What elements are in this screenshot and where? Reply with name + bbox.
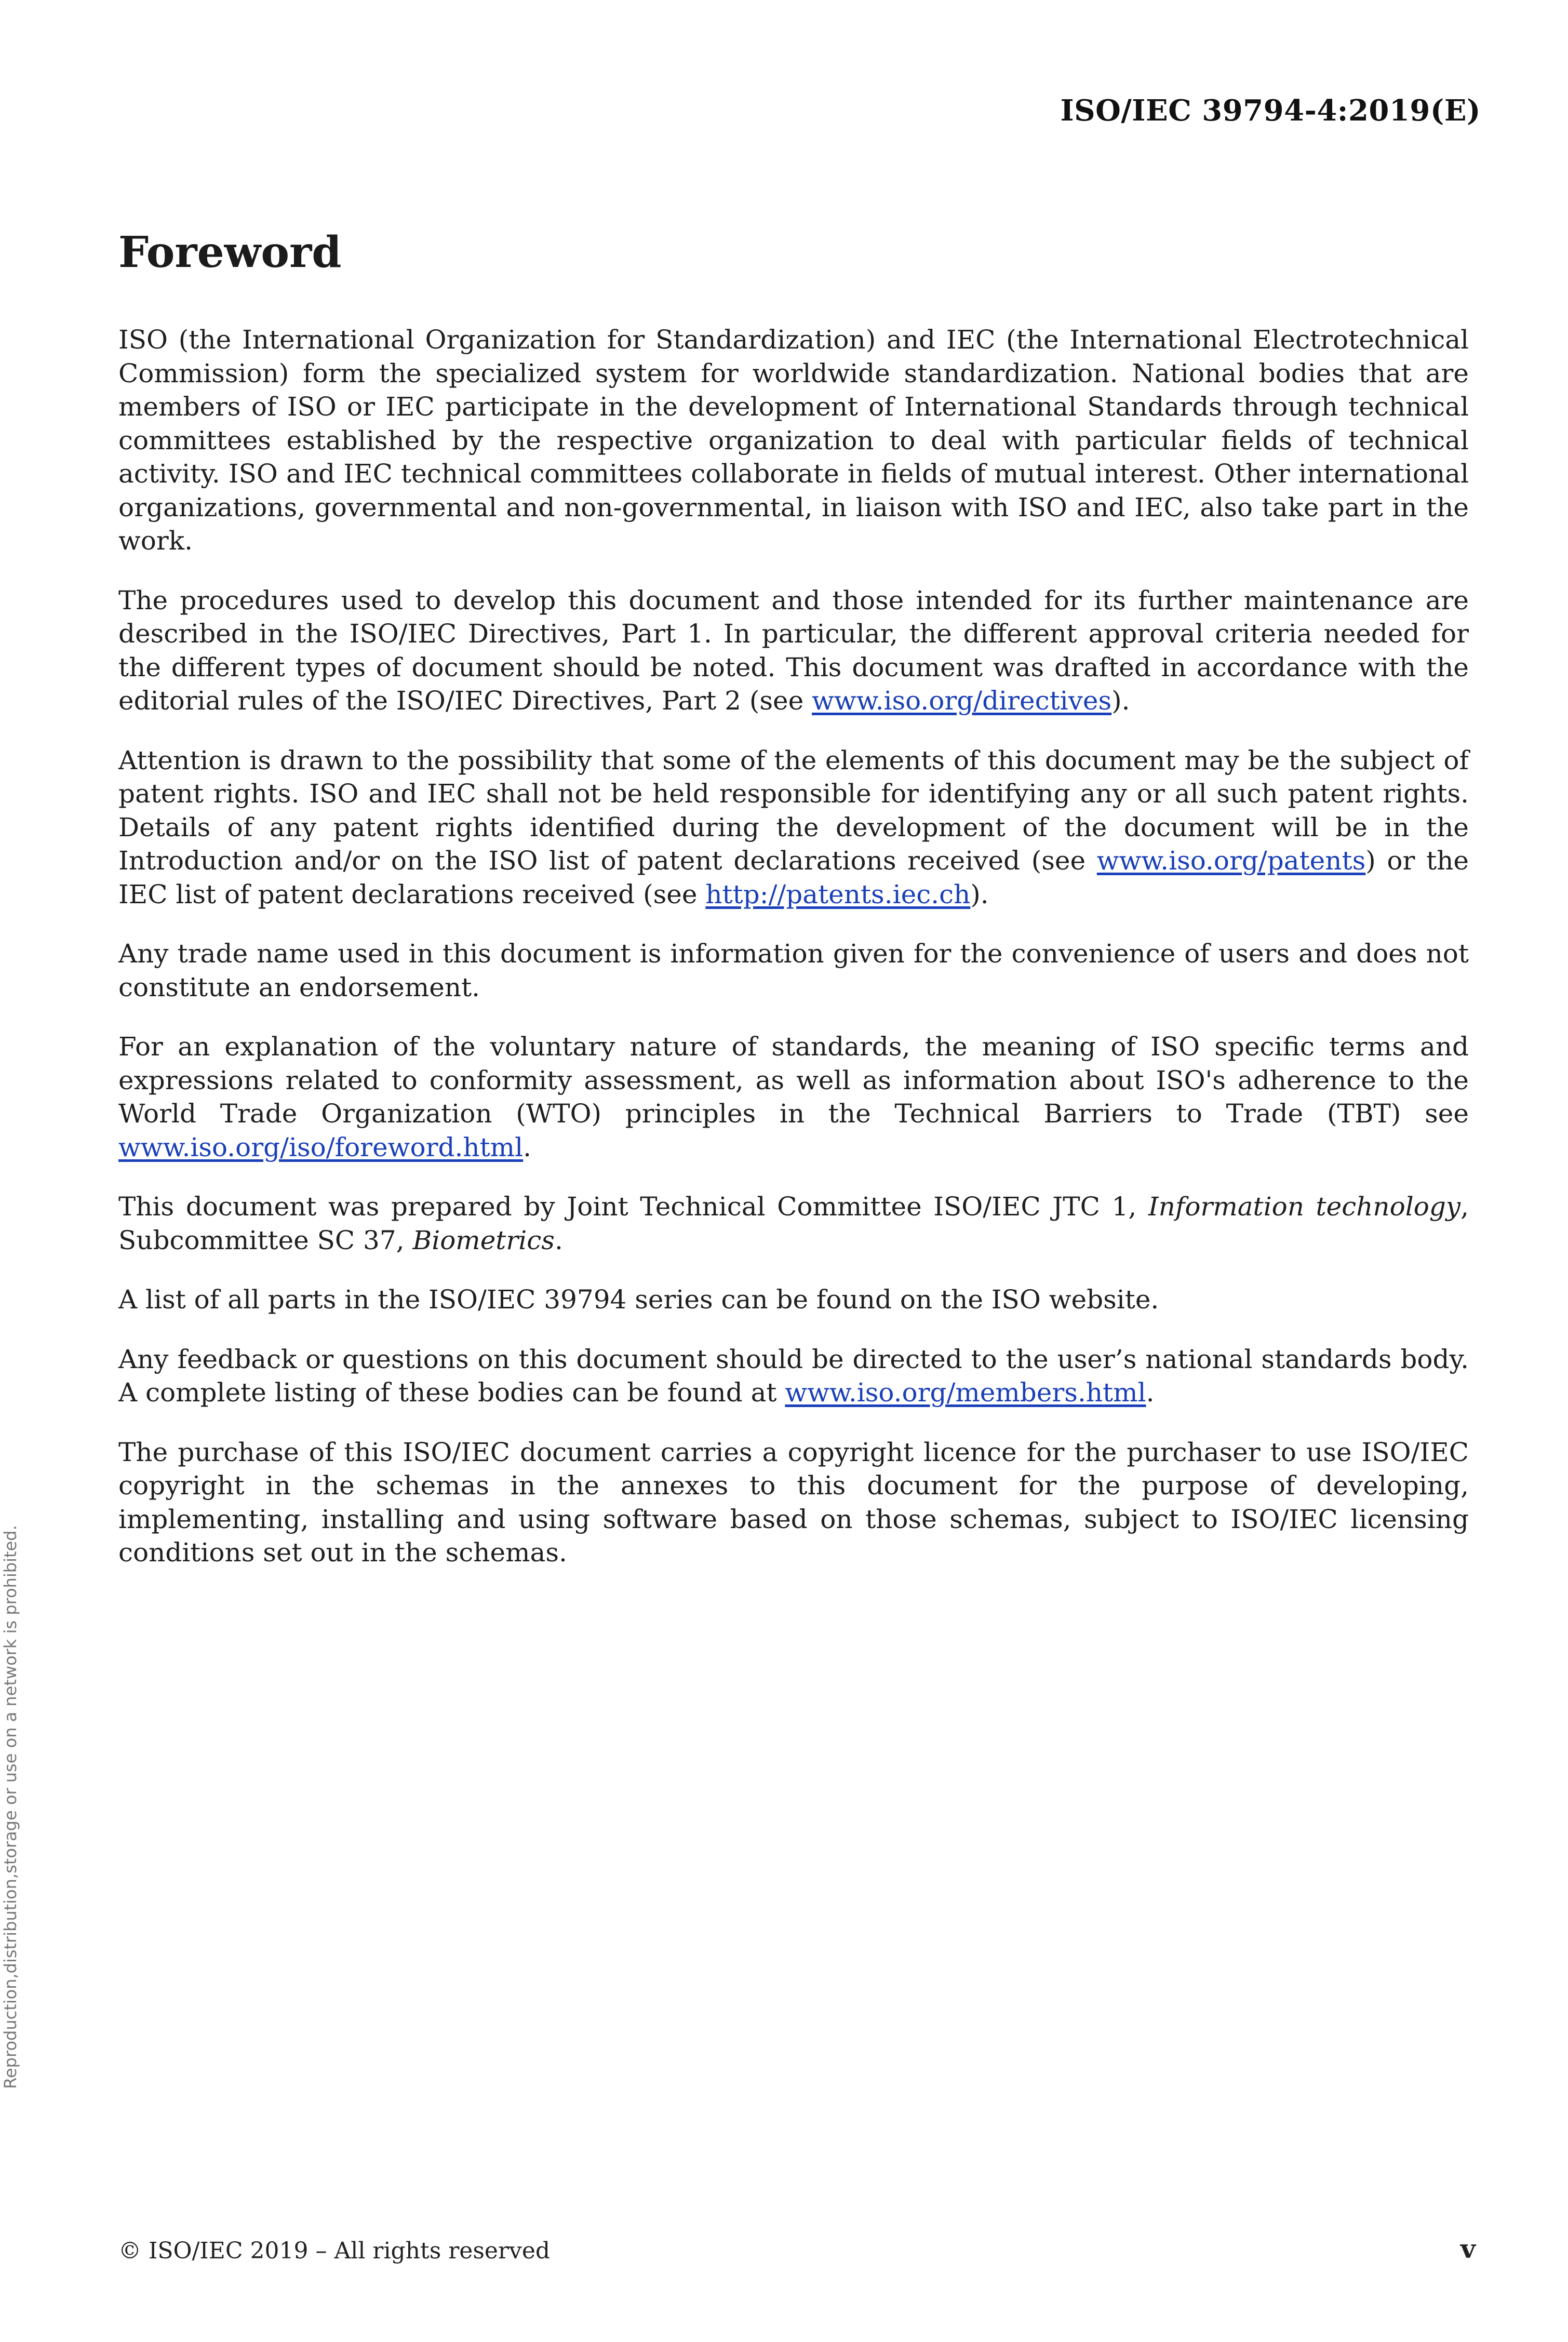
paragraph-6 <box>118 1190 1469 1257</box>
paragraph-text: . <box>1146 1377 1155 1408</box>
paragraph-text: , Subcommittee SC 37, <box>118 1192 1469 1255</box>
paragraph-text: Attention is drawn to the possibility that some of the elements of this document may be the subject of patent rights. ISO and IEC shall not be held responsible for identifying any or all such patent rights. Details of any patent rights identified during the development of the document will be in the Introduction and/or on the ISO list of patent declarations received (see <box>118 745 1469 876</box>
paragraph-text: . <box>523 1132 531 1162</box>
paragraph-3 <box>118 744 1469 912</box>
paragraph-text: . <box>554 1225 563 1255</box>
paragraph-text: The procedures used to develop this document and those intended for its further maintenance are described in the ISO/IEC Directives, Part 1. In particular, the different approval criteria needed for the different types of document should be noted. This document was drafted in accordance with the editorial rules of the ISO/IEC Directives, Part 2 (see <box>118 585 1469 716</box>
paragraph-4: Any trade name used in this document is information given for the convenience of users and does not constitute an endorsement. <box>118 939 1469 1002</box>
paragraph-5 <box>118 1030 1469 1164</box>
committee-title: Information technology <box>1148 1192 1461 1222</box>
paragraph-7: A list of all parts in the ISO/IEC 39794 series can be found on the ISO website. <box>118 1284 1159 1315</box>
iso-patents-link[interactable]: www.iso.org/patents <box>1096 846 1366 876</box>
paragraph-text: For an explanation of the voluntary nature of standards, the meaning of ISO specific terms and expressions related to conformity assessment, as well as information about ISO's adherence to the World Trade Organization (WTO) principles in the Technical Barriers to Trade (TBT) see <box>118 1032 1469 1129</box>
foreword-body <box>118 323 1469 1596</box>
paragraph-text: Any feedback or questions on this document should be directed to the user’s national standards body. A complete listing of these bodies can be found at <box>118 1344 1469 1408</box>
paragraph-1: ISO (the International Organization for Standardization) and IEC (the International Electrotechnical Commission) form the specialized system for worldwide standardization. National bodies that are members of ISO or IEC participate in the development of International Standards through technical committees established by the respective organization to deal with particular fields of technical activity. ISO and IEC technical committees collaborate in fields of mutual interest. Other international organizations, governmental and non-governmental, in liaison with ISO and IEC, also take part in the work. <box>118 325 1469 556</box>
paragraph-2 <box>118 584 1469 718</box>
footer-copyright: © ISO/IEC 2019 – All rights reserved <box>118 2238 551 2264</box>
paragraph-text: ). <box>970 879 989 909</box>
subcommittee-title: Biometrics <box>412 1225 555 1255</box>
directives-link[interactable]: www.iso.org/directives <box>812 686 1112 716</box>
paragraph-text: ). <box>1111 686 1130 716</box>
iec-patents-link[interactable]: http://patents.iec.ch <box>705 879 971 909</box>
members-link[interactable]: www.iso.org/members.html <box>785 1377 1146 1408</box>
page-title: Foreword <box>118 227 342 277</box>
paragraph-8 <box>118 1343 1469 1410</box>
footer-page-number: v <box>1460 2233 1476 2264</box>
paragraph-text: ) or the IEC list of patent declarations received (see <box>118 846 1469 909</box>
paragraph-9: The purchase of this ISO/IEC document carries a copyright licence for the purchaser to use ISO/IEC copyright in the schemas in the annexes to this document for the purpose of developing, implementing, installing and using software based on those schemas, subject to ISO/IEC licensing conditions set out in the schemas. <box>118 1437 1469 1568</box>
paragraph-text: This document was prepared by Joint Technical Committee ISO/IEC JTC 1, <box>118 1192 1148 1222</box>
document-code-header: ISO/IEC 39794-4:2019(E) <box>1060 93 1481 128</box>
copyright-side-note: Reproduction,distribution,storage or use on a network is prohibited. <box>1 1525 20 2089</box>
foreword-info-link[interactable]: www.iso.org/iso/foreword.html <box>118 1132 524 1162</box>
